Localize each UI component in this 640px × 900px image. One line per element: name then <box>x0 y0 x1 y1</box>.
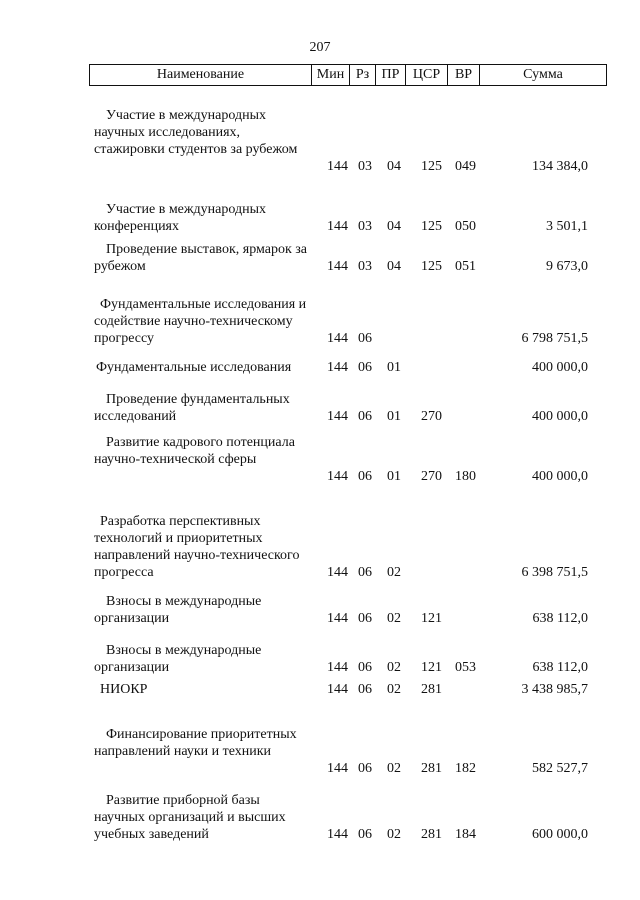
row-vr: 182 <box>455 761 476 776</box>
row-rz: 03 <box>358 219 372 234</box>
row-name: Фундаментальные исследования и содействие научно-техническому прогрессу <box>94 297 307 346</box>
row-min: 144 <box>327 219 348 234</box>
row-name: НИОКР <box>100 682 148 697</box>
row-rz: 06 <box>358 469 372 484</box>
row-sum: 3 438 985,7 <box>521 682 588 697</box>
row-pr: 04 <box>387 159 401 174</box>
header-csr: ЦСР <box>405 65 447 85</box>
row-csr: 270 <box>421 409 442 424</box>
row-csr: 270 <box>421 469 442 484</box>
row-rz: 06 <box>358 360 372 375</box>
table-header <box>89 64 607 86</box>
row-pr: 02 <box>387 611 401 626</box>
row-min: 144 <box>327 409 348 424</box>
row-pr: 02 <box>387 565 401 580</box>
row-name: Развитие приборной базы научных организаций и высших учебных заведений <box>94 793 286 842</box>
row-rz: 06 <box>358 682 372 697</box>
row-name: Участие в международных конференциях <box>94 202 267 234</box>
row-sum: 600 000,0 <box>532 827 588 842</box>
row-name: Взносы в международные организации <box>94 643 262 675</box>
row-csr: 281 <box>421 827 442 842</box>
row-pr: 02 <box>387 827 401 842</box>
header-name: Наименование <box>156 67 245 82</box>
row-rz: 06 <box>358 331 372 346</box>
row-pr: 02 <box>387 660 401 675</box>
row-sum: 3 501,1 <box>546 219 588 234</box>
row-min: 144 <box>327 469 348 484</box>
row-min: 144 <box>327 660 348 675</box>
header-rz: Рз <box>349 65 375 85</box>
row-name: Проведение выставок, ярмарок за рубежом <box>94 242 308 274</box>
row-min: 144 <box>327 827 348 842</box>
row-rz: 06 <box>358 827 372 842</box>
row-sum: 582 527,7 <box>532 761 588 776</box>
row-csr: 281 <box>421 682 442 697</box>
row-vr: 050 <box>455 219 476 234</box>
header-min: Мин <box>311 65 349 85</box>
row-name: Участие в международных научных исследованиях, стажировки студентов за рубежом <box>94 108 298 157</box>
row-rz: 06 <box>358 611 372 626</box>
row-min: 144 <box>327 761 348 776</box>
row-csr: 125 <box>421 159 442 174</box>
row-name: Фундаментальные исследования <box>96 360 292 375</box>
row-sum: 400 000,0 <box>532 469 588 484</box>
row-rz: 06 <box>358 565 372 580</box>
header-sum: Сумма <box>479 65 606 85</box>
row-rz: 06 <box>358 761 372 776</box>
row-min: 144 <box>327 565 348 580</box>
header-vr: ВР <box>447 65 479 85</box>
row-pr: 04 <box>387 259 401 274</box>
row-csr: 125 <box>421 219 442 234</box>
row-name: Развитие кадрового потенциала научно-технической сферы <box>94 435 295 467</box>
row-sum: 400 000,0 <box>532 360 588 375</box>
row-sum: 9 673,0 <box>546 259 588 274</box>
row-name: Проведение фундаментальных исследований <box>94 392 290 424</box>
row-pr: 02 <box>387 761 401 776</box>
header-pr: ПР <box>375 65 405 85</box>
row-min: 144 <box>327 259 348 274</box>
row-pr: 01 <box>387 360 401 375</box>
row-name: Взносы в международные организации <box>94 594 262 626</box>
row-sum: 400 000,0 <box>532 409 588 424</box>
row-csr: 125 <box>421 259 442 274</box>
row-rz: 03 <box>358 159 372 174</box>
row-pr: 01 <box>387 469 401 484</box>
row-vr: 180 <box>455 469 476 484</box>
row-csr: 281 <box>421 761 442 776</box>
row-csr: 121 <box>421 611 442 626</box>
row-min: 144 <box>327 682 348 697</box>
row-sum: 6 398 751,5 <box>521 565 588 580</box>
row-min: 144 <box>327 360 348 375</box>
row-sum: 6 798 751,5 <box>521 331 588 346</box>
row-name: Разработка перспективных технологий и приоритетных направлений научно-технического прогресса <box>94 514 300 580</box>
page-number: 207 <box>309 40 331 55</box>
row-sum: 638 112,0 <box>532 660 588 675</box>
row-vr: 053 <box>455 660 476 675</box>
row-vr: 184 <box>455 827 476 842</box>
row-sum: 638 112,0 <box>532 611 588 626</box>
row-min: 144 <box>327 611 348 626</box>
row-min: 144 <box>327 331 348 346</box>
row-rz: 06 <box>358 660 372 675</box>
row-vr: 049 <box>455 159 476 174</box>
row-vr: 051 <box>455 259 476 274</box>
row-name: Финансирование приоритетных направлений науки и техники <box>94 727 297 759</box>
row-rz: 03 <box>358 259 372 274</box>
row-pr: 04 <box>387 219 401 234</box>
row-csr: 121 <box>421 660 442 675</box>
row-pr: 02 <box>387 682 401 697</box>
row-min: 144 <box>327 159 348 174</box>
row-pr: 01 <box>387 409 401 424</box>
row-rz: 06 <box>358 409 372 424</box>
row-sum: 134 384,0 <box>532 159 588 174</box>
